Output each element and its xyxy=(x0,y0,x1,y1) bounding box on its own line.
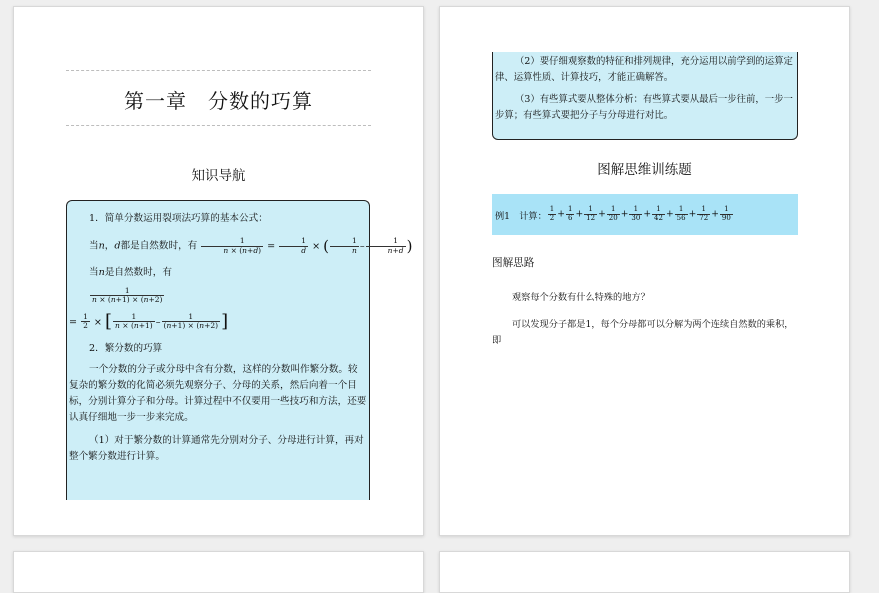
example-expression xyxy=(547,206,734,222)
example-fraction: $\frac{1}{56}$ xyxy=(676,205,686,222)
formula2-intro: 当n是自然数时，有 xyxy=(89,266,172,278)
plus-sign: + xyxy=(643,209,652,220)
example-fraction: $\frac{1}{6}$ xyxy=(567,205,573,222)
plus-sign: + xyxy=(665,209,674,220)
knowledge-box-continued xyxy=(492,52,798,140)
plus-sign: + xyxy=(557,209,565,220)
paragraph-1: 观察每个分数有什么特殊的地方？ xyxy=(512,292,650,303)
formula1: $\frac{1}{n \times (n+d)}$ = $\frac{1}{d}$ × ( $\frac{1}{n}$ – $\frac{1}{n+d}$ ) xyxy=(200,241,412,252)
page-2 xyxy=(439,6,850,536)
plus-sign: + xyxy=(575,209,584,220)
note-1: （1）对于繁分数的计算通常先分别对分子、分母进行计算，再对整个繁分数进行计算。 xyxy=(69,434,364,463)
note-3: （3）有些算式要从整体分析：有些算式要从最后一步往前，一步一步算；有些算式要把分子与分母进行对比。 xyxy=(495,93,793,122)
example-label: 例1 计算： xyxy=(495,210,547,222)
page-3 xyxy=(13,551,424,593)
plus-sign: + xyxy=(598,209,606,220)
knowledge-box xyxy=(66,200,413,500)
note-2: （2）要仔细观察数的特征和排列规律，充分运用以前学到的运算定律、运算性质、计算技巧，才能正确解答。 xyxy=(495,56,793,84)
item2-paragraph: 一个分数的分子或分母中含有分数，这样的分数叫作繁分数。较复杂的繁分数的化简必须先观察分子、分母的关系，然后向着一个目标，分别计算分子和分母。计算过程中不仅要用一些技巧和方法，还要认真仔细地一步一步来完成。 xyxy=(69,363,367,424)
item1-heading: 1．简单分数运用裂项法巧算的基本公式： xyxy=(89,213,268,224)
example-fraction: $\frac{1}{2}$ xyxy=(549,205,555,222)
formula2-rhs: = $\frac{1}{2}$ × [ $\frac{1}{n \times (n+1)}$ – $\frac{1}{(n+1) \times (n+2)}$ ] xyxy=(69,310,229,332)
example-1-bar xyxy=(492,194,798,235)
sub-title-diagram-thinking: 图解思路 xyxy=(492,257,535,269)
page-4 xyxy=(439,551,850,593)
section-title-knowledge-nav: 知识导航 xyxy=(191,168,246,184)
example-fraction: $\frac{1}{20}$ xyxy=(608,205,618,222)
section-title-drill: 图解思维训练题 xyxy=(597,162,692,178)
title-rule-bottom xyxy=(66,125,371,126)
example-fraction: $\frac{1}{12}$ xyxy=(586,205,596,222)
example-fraction: $\frac{1}{42}$ xyxy=(654,205,663,222)
example-fraction: $\frac{1}{72}$ xyxy=(699,205,709,222)
chapter-title: 第一章 分数的巧算 xyxy=(124,89,313,113)
page-1 xyxy=(13,6,424,536)
paragraph-2: 可以发现分子都是1，每个分母都可以分解为两个连续自然数的乘积，即 xyxy=(492,319,794,347)
item2-heading: 2．繁分数的巧算 xyxy=(89,343,163,355)
plus-sign: + xyxy=(620,209,629,220)
formula1-line: 当n，d都是自然数时，有 $\frac{1}{n \times (n+d)}$ = $\frac{1}{d}$ × ( $\frac{1}{n}$ – $\frac{1}{n+d}$ ) xyxy=(89,236,413,255)
formula2-lhs: $\frac{1}{n \times (n+1) \times (n+2)}$ xyxy=(92,286,163,305)
example-fraction: $\frac{1}{30}$ xyxy=(631,205,641,222)
plus-sign: + xyxy=(711,209,719,220)
title-rule-top xyxy=(66,70,371,71)
plus-sign: + xyxy=(688,209,697,220)
example-fraction: $\frac{1}{90}$ xyxy=(721,205,731,222)
